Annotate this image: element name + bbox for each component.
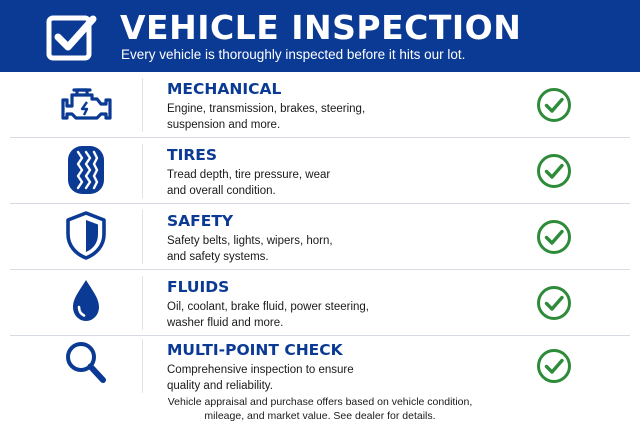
- inspection-row-fluids: [0, 270, 640, 336]
- check-circle-icon: [536, 285, 572, 321]
- column-divider: [142, 276, 143, 330]
- category-title: MULTI-POINT CHECK: [167, 341, 343, 359]
- category-description: Engine, transmission, brakes, steering, suspension and more.: [167, 103, 366, 131]
- category-description: Oil, coolant, brake fluid, power steering, washer fluid and more.: [167, 301, 369, 329]
- shield-icon: [58, 210, 114, 260]
- magnifier-icon: [58, 337, 114, 387]
- checkbox-icon: [46, 12, 98, 62]
- disclaimer-footer: Vehicle appraisal and purchase offers based on vehicle condition, mileage, and market value. See dealer for details.: [167, 396, 473, 422]
- drop-icon: [58, 276, 114, 326]
- category-description: Tread depth, tire pressure, wear and overall condition.: [167, 169, 331, 197]
- inspection-row-safety: [0, 204, 640, 270]
- check-circle-icon: [536, 153, 572, 189]
- header-banner: [0, 0, 640, 72]
- category-title: SAFETY: [167, 212, 234, 230]
- inspection-row-tires: [0, 138, 640, 204]
- column-divider: [142, 339, 143, 393]
- category-title: TIRES: [167, 146, 218, 164]
- category-title: MECHANICAL: [167, 80, 282, 98]
- page-subtitle: Every vehicle is thoroughly inspected before it hits our lot.: [121, 47, 466, 62]
- check-circle-icon: [536, 348, 572, 384]
- inspection-row-multi-point: [0, 333, 640, 399]
- column-divider: [142, 210, 143, 264]
- column-divider: [142, 78, 143, 132]
- check-circle-icon: [536, 219, 572, 255]
- inspection-row-mechanical: [0, 72, 640, 138]
- category-title: FLUIDS: [167, 278, 230, 296]
- page-title: VEHICLE INSPECTION: [120, 8, 522, 47]
- category-description: Comprehensive inspection to ensure quality and reliability.: [167, 364, 354, 392]
- engine-icon: [58, 80, 114, 130]
- check-circle-icon: [536, 87, 572, 123]
- column-divider: [142, 144, 143, 198]
- category-description: Safety belts, lights, wipers, horn, and safety systems.: [167, 235, 333, 263]
- tire-icon: [58, 144, 114, 194]
